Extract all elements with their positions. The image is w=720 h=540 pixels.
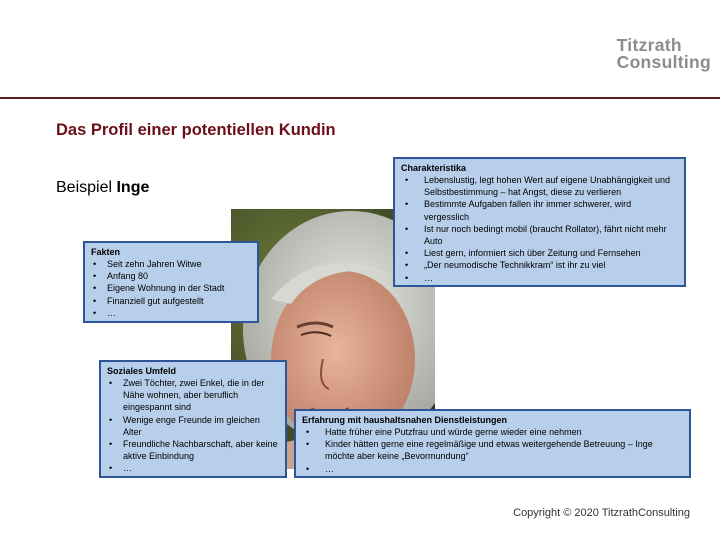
logo-line-2: Consulting [616,52,711,72]
list-item: • Bestimmte Aufgaben fallen ihr immer schwerer, wird vergesslich [401,198,678,222]
fakten-list [91,258,251,319]
erfahrung-list [302,426,683,475]
list-item: • Ist nur noch bedingt mobil (braucht Rollator), fährt nicht mehr Auto [401,223,678,247]
header-divider [0,97,720,99]
list-item: • … [302,463,683,475]
soziales-heading: Soziales Umfeld [107,366,177,376]
charakteristika-box [393,157,686,287]
list-item: • Wenige enge Freunde im gleichen Alter [107,414,279,438]
charakteristika-heading: Charakteristika [401,163,467,173]
subtitle-prefix: Beispiel [56,179,117,196]
list-item: • Kinder hätten gerne eine regelmäßige und etwas weitergehende Betreuung – Inge möchte aber keine „Bevormundung“ [302,438,683,462]
company-logo [617,37,711,71]
list-item: • Lebenslustig, legt hohen Wert auf eigene Unabhängigkeit und Selbstbestimmung – hat Angst, diese zu verlieren [401,174,678,198]
erfahrung-heading: Erfahrung mit haushaltsnahen Dienstleistungen [302,415,508,425]
fakten-box [83,241,259,323]
slide-title: Das Profil einer potentiellen Kundin [56,121,336,139]
soziales-umfeld-box [99,360,287,478]
list-item: • … [401,272,678,284]
logo-line-1: Titzrath [616,35,682,55]
list-item: • Liest gern, informiert sich über Zeitung und Fernsehen [401,247,678,259]
erfahrung-box [294,409,691,478]
list-item: • Finanziell gut aufgestellt [91,295,251,307]
list-item: • Eigene Wohnung in der Stadt [91,282,251,294]
fakten-heading: Fakten [91,247,121,257]
charakteristika-list [401,174,678,284]
list-item: • „Der neumodische Technikkram“ ist ihr zu viel [401,259,678,271]
list-item: • Freundliche Nachbarschaft, aber keine aktive Einbindung [107,438,279,462]
subtitle-name: Inge [116,179,150,196]
soziales-list [107,377,279,475]
list-item: • Seit zehn Jahren Witwe [91,258,251,270]
list-item: • Anfang 80 [91,270,251,282]
list-item: • Hatte früher eine Putzfrau und würde gerne wieder eine nehmen [302,426,683,438]
list-item: • … [91,307,251,319]
list-item: • … [107,462,279,474]
copyright-notice: Copyright © 2020 TitzrathConsulting [513,507,690,519]
slide-subtitle [56,179,149,197]
list-item: • Zwei Töchter, zwei Enkel, die in der Nähe wohnen, aber beruflich eingespannt sind [107,377,279,414]
